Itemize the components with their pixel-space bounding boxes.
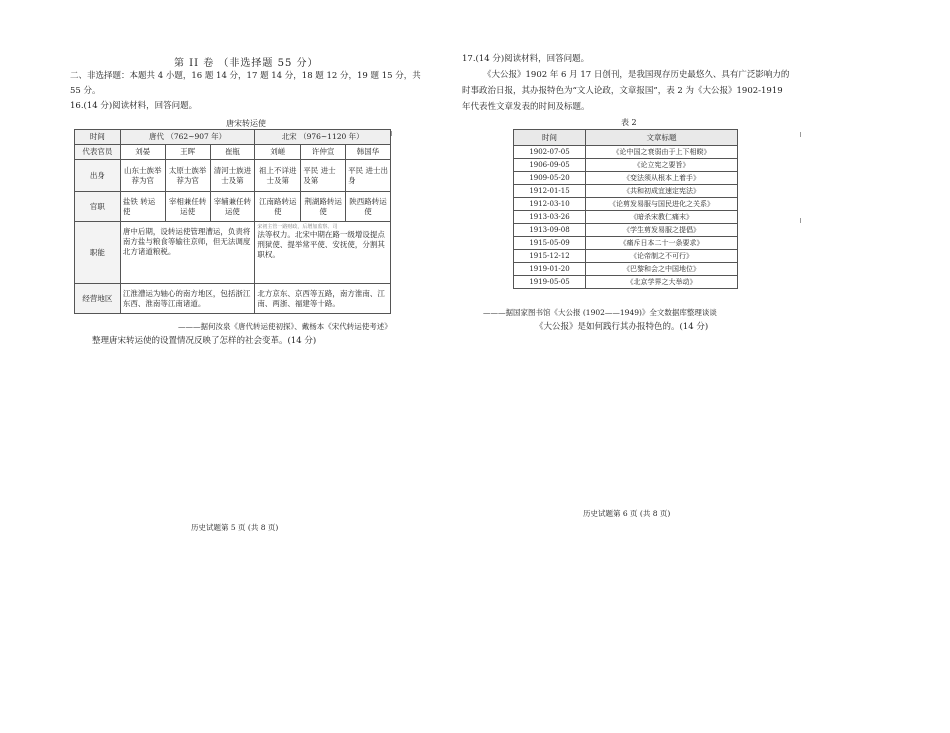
page-6-footer: 历史试题第 6 页 (共 8 页)	[583, 509, 671, 518]
paragraph-line-3: 年代表性文章发表的时间及标题。	[462, 102, 590, 112]
margin-mark	[391, 131, 392, 136]
margin-mark	[800, 132, 801, 137]
table-row	[514, 211, 738, 224]
table-row	[514, 198, 738, 211]
area-song-cell: 北方京东、京西等五路，南方淮南、江南、两浙、福建等十路。	[255, 284, 391, 314]
article-date: 1919-05-05	[514, 276, 586, 289]
duty-song-text: 法等权力。北宋中期在路一级增设提点刑狱使、提举常平使、安抚使，分割其职权。	[257, 230, 385, 259]
post-cell: 荆湖路转运使	[301, 192, 346, 222]
article-title: 《巴黎和会之中国地位》	[586, 263, 738, 276]
post-cell: 盐铁 转运使	[120, 192, 165, 222]
table-row	[514, 250, 738, 263]
question-16-heading: 16.(14 分)阅读材料，回答问题。	[70, 101, 198, 111]
article-title: 《痛斥日本二十一条要求》	[586, 237, 738, 250]
row-label-officials: 代表官员	[75, 145, 121, 160]
origin-cell: 山东士族举荐为官	[120, 160, 165, 192]
article-title: 《共和初成宜速定宪法》	[586, 185, 738, 198]
table-row	[514, 185, 738, 198]
table-2-source: ———据国家图书馆《大公报 (1902——1949)》全文数据库整理谈谈	[483, 308, 717, 317]
article-title: 《论剪发易服与国民进化之关系》	[586, 198, 738, 211]
article-title: 《论立宪之要旨》	[586, 159, 738, 172]
article-date: 1902-07-05	[514, 146, 586, 159]
header-song: 北宋 （976~1120 年）	[255, 130, 391, 145]
question-16-task: 整理唐宋转运使的设置情况反映了怎样的社会变革。(14 分)	[92, 336, 317, 346]
article-title: 《论中国之衰弱由于上下相睽》	[586, 146, 738, 159]
row-label-duty: 职能	[75, 222, 121, 284]
article-date: 1912-01-15	[514, 185, 586, 198]
official-cell: 韩国华	[346, 145, 391, 160]
article-date: 1909-05-20	[514, 172, 586, 185]
article-date: 1912-03-10	[514, 198, 586, 211]
origin-cell: 祖上不详进士及第	[255, 160, 301, 192]
area-tang-cell: 江淮漕运为轴心的南方地区，包括浙江东西、淮南等江南诸道。	[120, 284, 255, 314]
paragraph-line-1: 《大公报》1902 年 6 月 17 日创刊，是我国现存历史最悠久、具有广泛影响力的	[483, 70, 790, 80]
article-date: 1913-03-26	[514, 211, 586, 224]
header-time: 时间	[75, 130, 121, 145]
duty-tang-cell: 唐中后期，设转运使管理漕运，负责将南方盐与粮食等输往京师，但无法调度北方诸道粮税。	[120, 222, 255, 284]
dagongbao-articles-table	[513, 129, 738, 289]
article-title: 《变法须从根本上着手》	[586, 172, 738, 185]
official-cell: 刘嵯	[255, 145, 301, 160]
articles-table-body	[514, 146, 738, 289]
table-row	[514, 172, 738, 185]
article-title: 《学生剪发易服之提倡》	[586, 224, 738, 237]
row-label-area: 经营地区	[75, 284, 121, 314]
row-label-origin: 出身	[75, 160, 121, 192]
intro-line-2: 55 分。	[70, 86, 101, 96]
article-title: 《论帝制之不可行》	[586, 250, 738, 263]
post-cell: 宰相兼任转运使	[165, 192, 210, 222]
official-cell: 王晖	[165, 145, 210, 160]
tang-song-table	[74, 129, 391, 314]
origin-cell: 平民 进士出身	[346, 160, 391, 192]
section-title: 第 II 卷 （非选择题 55 分）	[174, 58, 319, 69]
row-label-post: 官职	[75, 192, 121, 222]
official-cell: 许仲宣	[301, 145, 346, 160]
table-row	[514, 159, 738, 172]
duty-song-note: 宋初主管一路财政，后增加监察、司	[257, 224, 338, 230]
article-title: 《暗杀宋教仁痛末》	[586, 211, 738, 224]
origin-cell: 太原士族举荐为官	[165, 160, 210, 192]
origin-cell: 清河士族进士及第	[210, 160, 255, 192]
origin-cell: 平民 进士及第	[301, 160, 346, 192]
post-cell: 陕西路转运使	[346, 192, 391, 222]
page-5-footer: 历史试题第 5 页 (共 8 页)	[191, 523, 279, 532]
header-tang: 唐代 （762~907 年）	[120, 130, 255, 145]
table-1-source: ———据何汝泉《唐代转运使初探》、戴杨本《宋代转运使考述》	[178, 322, 392, 331]
article-date: 1906-09-05	[514, 159, 586, 172]
official-cell: 刘晏	[120, 145, 165, 160]
post-cell: 宰辅兼任转运使	[210, 192, 255, 222]
post-cell: 江南路转运使	[255, 192, 301, 222]
header-time: 时间	[514, 130, 586, 146]
table-row	[514, 276, 738, 289]
table-row	[514, 146, 738, 159]
table-1-title: 唐宋转运使	[226, 119, 266, 128]
question-17-task: 《大公报》是如何践行其办报特色的。(14 分)	[535, 322, 709, 332]
article-date: 1913-09-08	[514, 224, 586, 237]
article-date: 1919-01-20	[514, 263, 586, 276]
paragraph-line-2: 时事政治日报，其办报特色为“文人论政，文章报国”，表 2 为《大公报》1902-1919	[462, 86, 783, 96]
article-title: 《北京学界之大举动》	[586, 276, 738, 289]
article-date: 1915-05-09	[514, 237, 586, 250]
table-row	[514, 237, 738, 250]
duty-song-cell	[255, 222, 391, 284]
header-title: 文章标题	[586, 130, 738, 146]
official-cell: 崔瓶	[210, 145, 255, 160]
margin-mark	[800, 218, 801, 223]
article-date: 1915-12-12	[514, 250, 586, 263]
intro-line-1: 二、非选择题：本题共 4 小题，16 题 14 分，17 题 14 分，18 题 12 分，19 题 15 分，共	[70, 71, 421, 81]
table-row	[514, 224, 738, 237]
table-row	[514, 263, 738, 276]
question-17-heading: 17.(14 分)阅读材料，回答问题。	[462, 54, 590, 64]
table-2-caption: 表 2	[621, 118, 637, 127]
